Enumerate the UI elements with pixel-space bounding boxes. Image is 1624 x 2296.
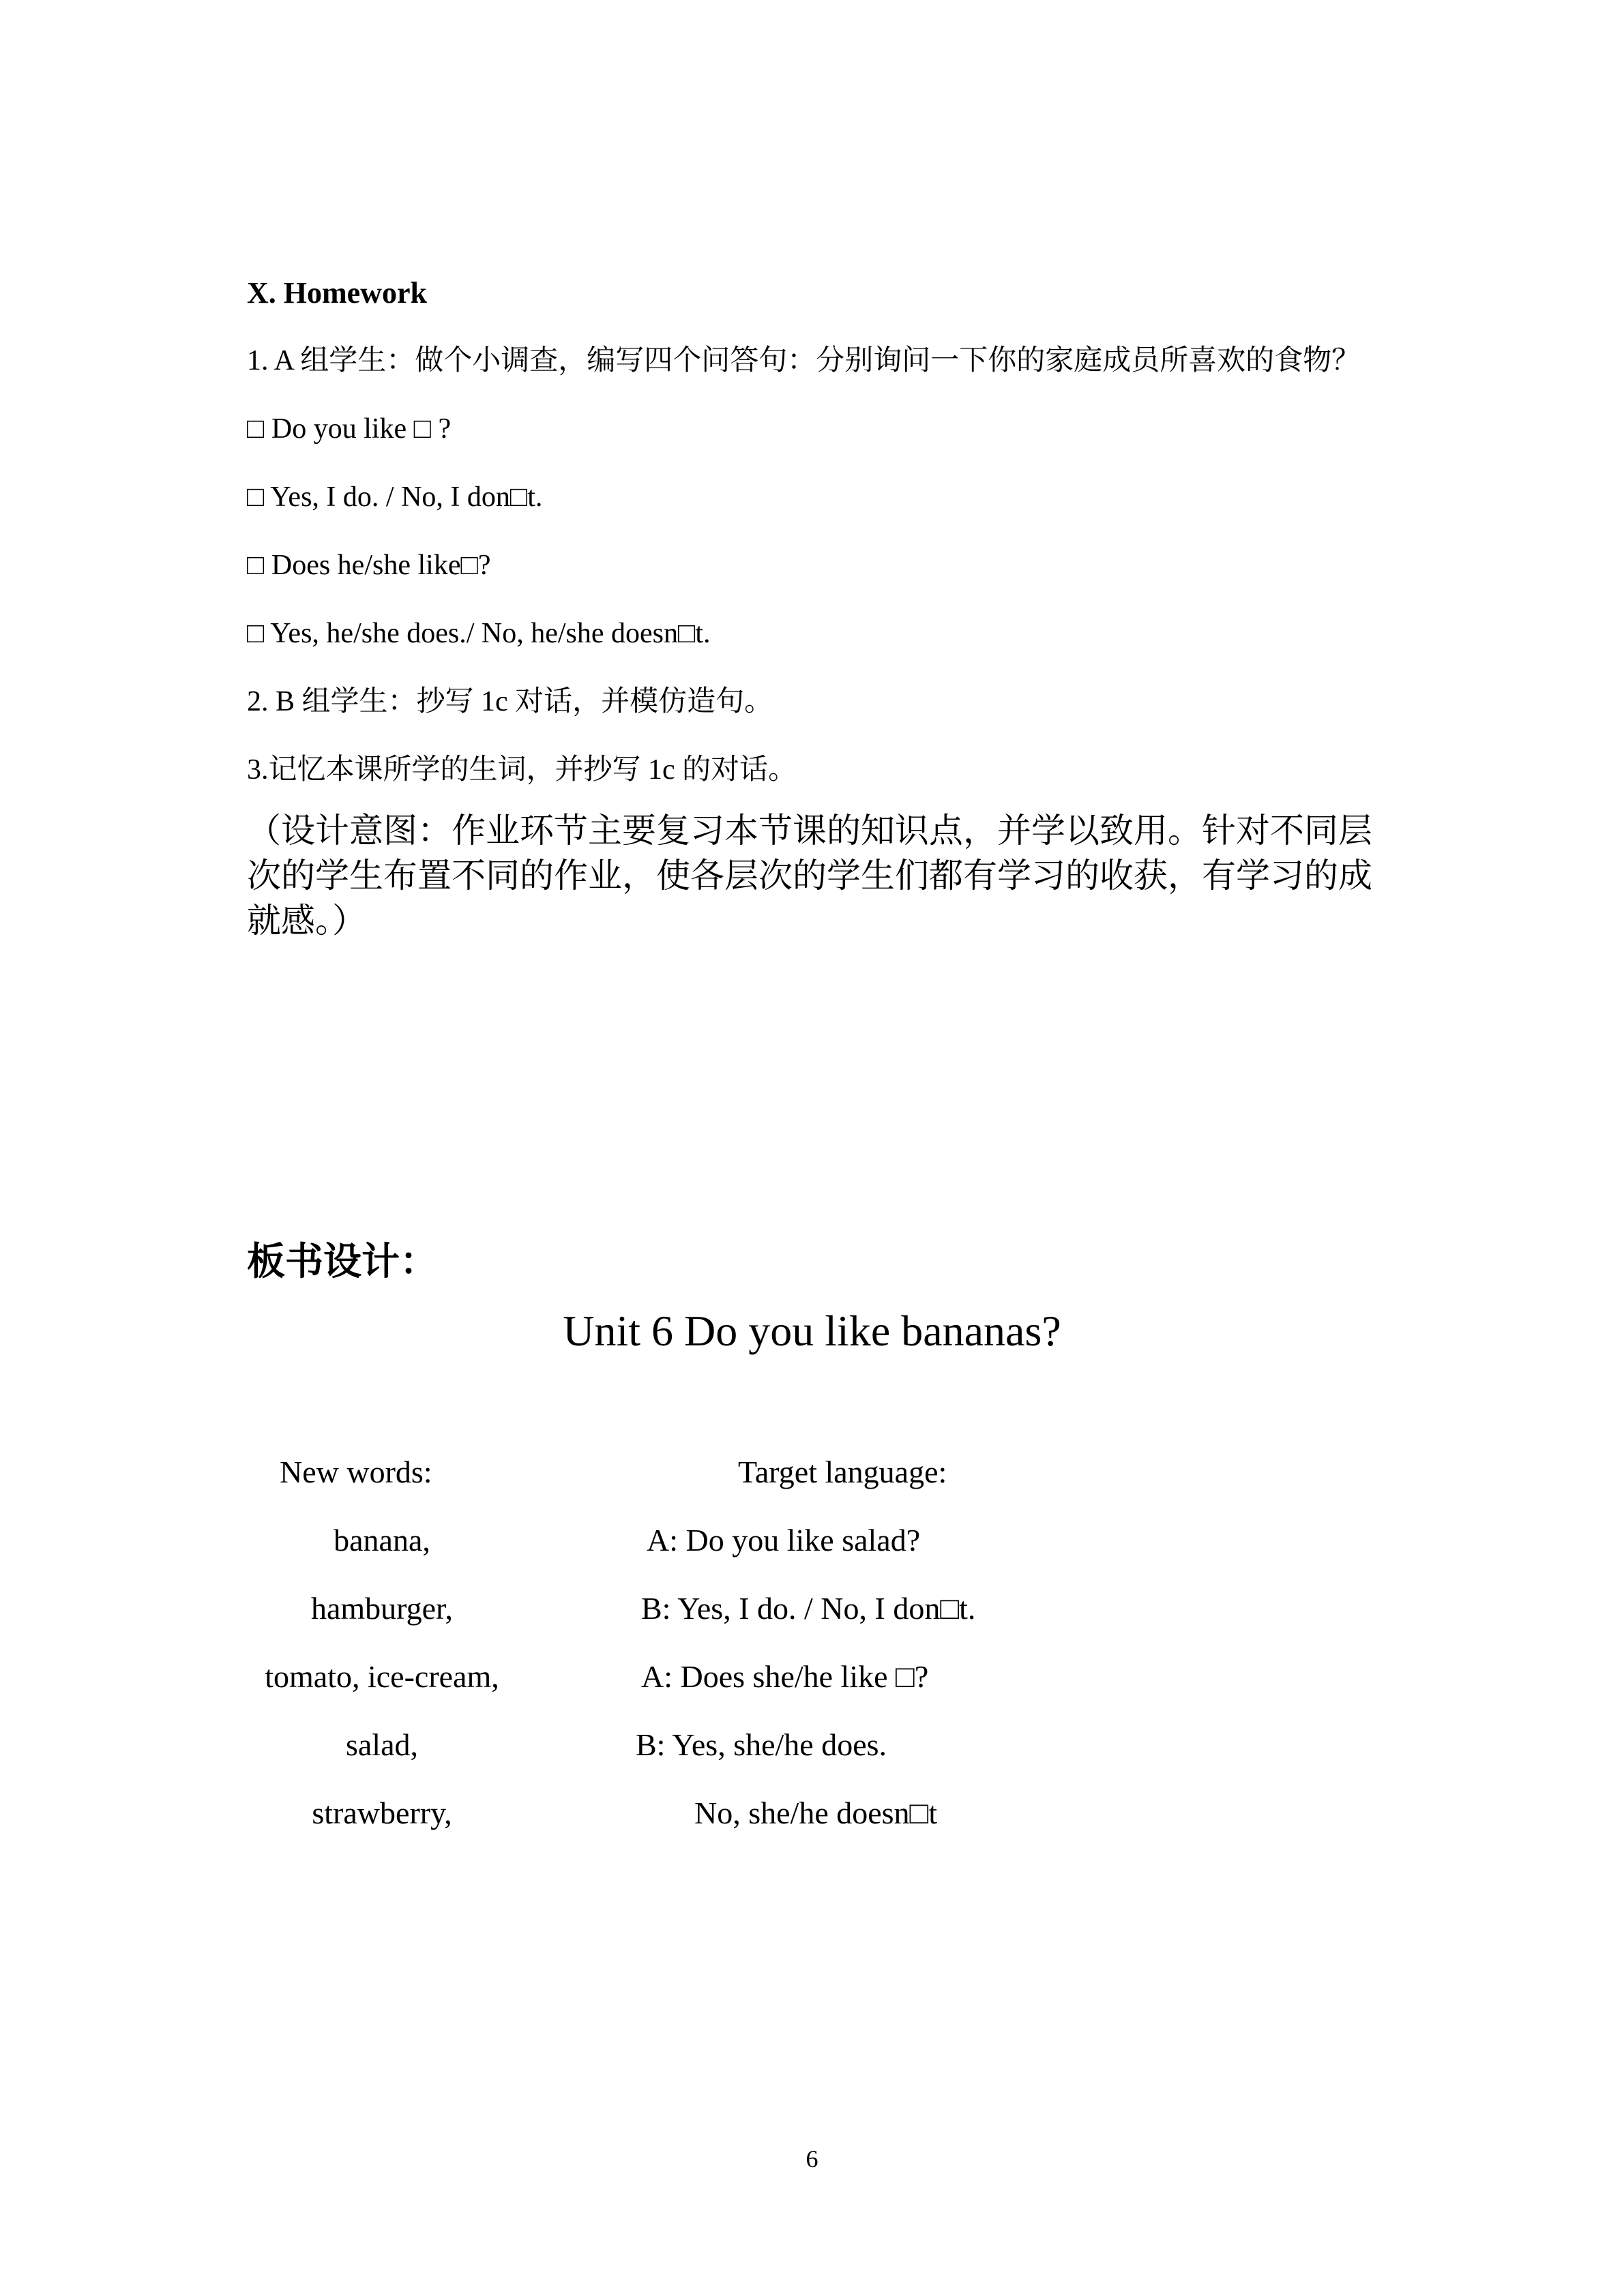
homework-line-6: 2. B 组学生：抄写 1c 对话，并模仿造句。 xyxy=(247,686,773,717)
target-language-line: A: Does she/he like □? xyxy=(641,1659,929,1694)
target-language-label: Target language: xyxy=(738,1455,947,1489)
page-number: 6 xyxy=(806,2145,818,2173)
homework-line-5: □ Yes, he/she does./ No, he/she doesn□t. xyxy=(247,618,711,649)
homework-line-4: □ Does he/she like□? xyxy=(247,550,491,581)
homework-line-2: □ Do you like □ ? xyxy=(247,413,452,445)
new-word-item: strawberry, xyxy=(312,1795,452,1830)
target-language-line: A: Do you like salad? xyxy=(647,1523,921,1557)
homework-line-7: 3.记忆本课所学的生词，并抄写 1c 的对话。 xyxy=(247,754,797,786)
new-word-item: tomato, ice-cream, xyxy=(265,1659,499,1694)
new-words-label: New words: xyxy=(280,1455,432,1489)
unit-title: Unit 6 Do you like bananas? xyxy=(563,1307,1061,1355)
homework-line-1: 1. A 组学生：做个小调查，编写四个问答句：分别询问一下你的家庭成员所喜欢的食物？ xyxy=(247,345,1361,376)
new-word-item: salad, xyxy=(345,1727,418,1762)
homework-heading: X. Homework xyxy=(247,276,427,310)
target-language-line: B: Yes, I do. / No, I don□t. xyxy=(641,1591,976,1626)
board-design-title: 板书设计： xyxy=(247,1241,438,1283)
new-word-item: banana, xyxy=(334,1523,430,1557)
new-word-item: hamburger, xyxy=(310,1591,454,1626)
homework-line-3: □ Yes, I do. / No, I don□t. xyxy=(247,481,543,513)
design-intent-paragraph: （设计意图：作业环节主要复习本节课的知识点，并学以致用。针对不同层次的学生布置不同的作业，使各层次的学生们都有学习的收获，有学习的成就感。） xyxy=(247,811,1372,940)
target-language-line: B: Yes, she/he does. xyxy=(636,1727,887,1762)
target-language-line: No, she/he doesn□t xyxy=(694,1795,938,1830)
